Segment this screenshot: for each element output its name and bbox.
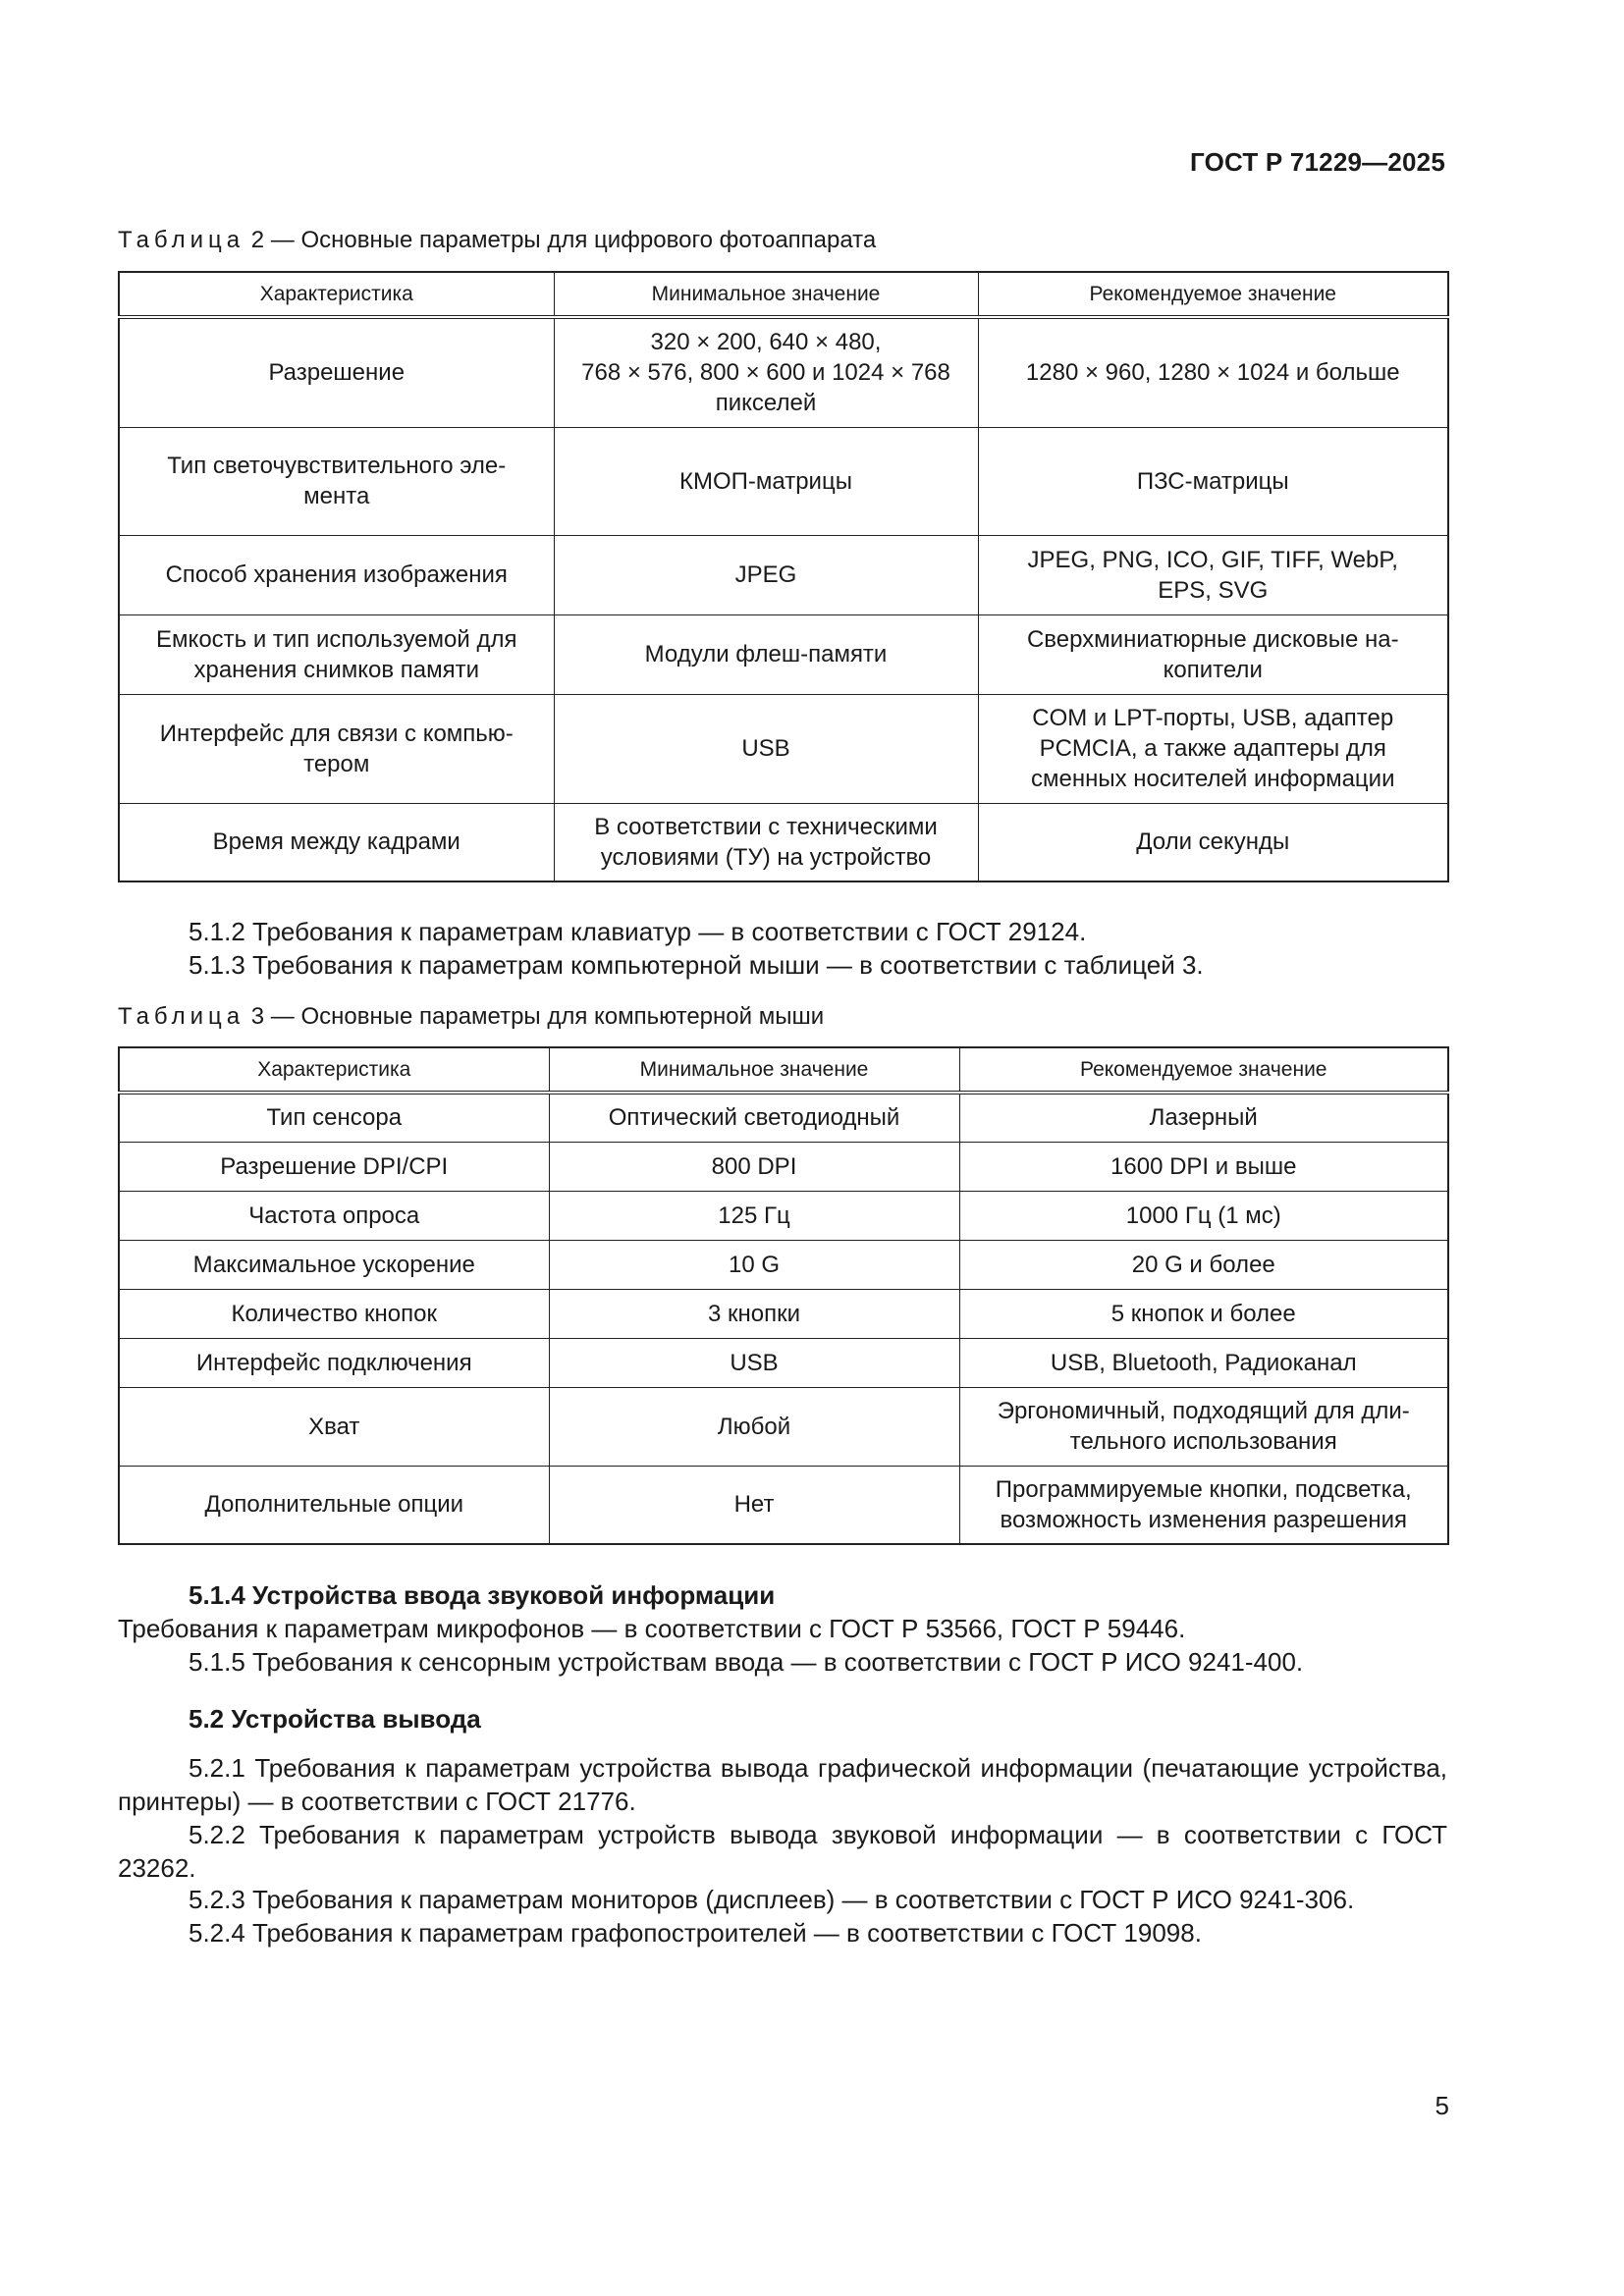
table-cell: 1280 × 960, 1280 × 1024 и больше xyxy=(978,317,1448,427)
table-cell: USB, Bluetooth, Радиоканал xyxy=(959,1338,1448,1387)
table-cell: Максимальное ускорение xyxy=(119,1240,549,1289)
table2-header-row xyxy=(119,272,1448,317)
paragraph-5-1-4: Требования к параметрам микрофонов — в соответствии с ГОСТ Р 53566, ГОСТ Р 59446. xyxy=(118,1614,1186,1643)
table2-header-characteristic: Характеристика xyxy=(119,272,554,317)
table3-header-characteristic: Характеристика xyxy=(119,1047,549,1093)
table-cell: Время между кадрами xyxy=(119,803,554,881)
table-row xyxy=(119,317,1448,427)
table-row xyxy=(119,1191,1448,1240)
table-cell: В соответствии с техническими условиями (ТУ) на устройство xyxy=(554,803,978,881)
table-row xyxy=(119,1466,1448,1544)
table-row xyxy=(119,694,1448,803)
paragraph-5-1-2: 5.1.2 Требования к параметрам клавиатур — в соответствии с ГОСТ 29124. xyxy=(189,917,1087,946)
table-cell: Хват xyxy=(119,1387,549,1466)
table3-caption-text: 3 — Основные параметры для компьютерной мыши xyxy=(244,1003,825,1030)
table2-caption-text: 2 — Основные параметры для цифрового фотоаппарата xyxy=(244,227,877,253)
table-cell: Эргономичный, подходящий для дли- тельного использования xyxy=(959,1387,1448,1466)
table2-caption xyxy=(118,227,876,254)
paragraph-5-1-3: 5.1.3 Требования к параметрам компьютерной мыши — в соответствии с таблицей 3. xyxy=(189,950,1204,980)
standard-code: ГОСТ Р 71229—2025 xyxy=(1190,147,1445,177)
table-cell: Доли секунды xyxy=(978,803,1448,881)
section-5-2-title: 5.2 Устройства вывода xyxy=(189,1704,481,1734)
paragraph-5-2-3: 5.2.3 Требования к параметрам мониторов (дисплеев) — в соответствии с ГОСТ Р ИСО 9241-306. xyxy=(189,1885,1355,1914)
table-cell: 320 × 200, 640 × 480, 768 × 576, 800 × 600 и 1024 × 768 пикселей xyxy=(554,317,978,427)
table-cell: Количество кнопок xyxy=(119,1289,549,1338)
table-cell: USB xyxy=(554,694,978,803)
table-cell: 10 G xyxy=(549,1240,959,1289)
table2-caption-prefix: Таблица xyxy=(118,227,245,253)
table3-header-recommended: Рекомендуемое значение xyxy=(959,1047,1448,1093)
table3-caption xyxy=(118,1003,824,1031)
table-cell: Тип сенсора xyxy=(119,1093,549,1142)
table-cell: Оптический светодиодный xyxy=(549,1093,959,1142)
table-cell: USB xyxy=(549,1338,959,1387)
table2-header-min: Минимальное значение xyxy=(554,272,978,317)
paragraph-5-2-4: 5.2.4 Требования к параметрам графопостроителей — в соответствии с ГОСТ 19098. xyxy=(189,1918,1202,1948)
table-row xyxy=(119,1338,1448,1387)
table-cell: JPEG, PNG, ICO, GIF, TIFF, WebP, EPS, SVG xyxy=(978,535,1448,614)
table3-caption-prefix: Таблица xyxy=(118,1003,245,1030)
table-cell: КМОП-матрицы xyxy=(554,427,978,535)
table-row xyxy=(119,1289,1448,1338)
table3-header-row xyxy=(119,1047,1448,1093)
table-row xyxy=(119,1387,1448,1466)
table-row xyxy=(119,1093,1448,1142)
table-cell: 20 G и более xyxy=(959,1240,1448,1289)
table3 xyxy=(118,1046,1449,1545)
table-cell: 800 DPI xyxy=(549,1142,959,1191)
table-cell: 1600 DPI и выше xyxy=(959,1142,1448,1191)
table2-header-recommended: Рекомендуемое значение xyxy=(978,272,1448,317)
table-cell: Интерфейс подключения xyxy=(119,1338,549,1387)
table-cell: Сверхминиатюрные дисковые на- копители xyxy=(978,614,1448,694)
table-row xyxy=(119,614,1448,694)
table-cell: Лазерный xyxy=(959,1093,1448,1142)
table-row xyxy=(119,427,1448,535)
table-cell: JPEG xyxy=(554,535,978,614)
table-cell: 5 кнопок и более xyxy=(959,1289,1448,1338)
table-row xyxy=(119,1142,1448,1191)
table-cell: ПЗС-матрицы xyxy=(978,427,1448,535)
table2 xyxy=(118,271,1449,882)
table-cell: Интерфейс для связи с компью- тером xyxy=(119,694,554,803)
table-cell: Способ хранения изображения xyxy=(119,535,554,614)
table-cell: Дополнительные опции xyxy=(119,1466,549,1544)
table-cell: COM и LPT-порты, USB, адаптер PCMCIA, а также адаптеры для сменных носителей информации xyxy=(978,694,1448,803)
paragraph-5-2-1: 5.2.1 Требования к параметрам устройства вывода графической информации (печатающие устройства, принтеры) — в соответствии с ГОСТ 21776. xyxy=(118,1753,1447,1816)
section-5-1-4-title: 5.1.4 Устройства ввода звуковой информации xyxy=(189,1580,776,1610)
table-cell: 3 кнопки xyxy=(549,1289,959,1338)
table-cell: Модули флеш-памяти xyxy=(554,614,978,694)
table-cell: Любой xyxy=(549,1387,959,1466)
table-cell: Программируемые кнопки, подсветка, возможность изменения разрешения xyxy=(959,1466,1448,1544)
table-row xyxy=(119,535,1448,614)
table-cell: Разрешение xyxy=(119,317,554,427)
table-row xyxy=(119,803,1448,881)
table-row xyxy=(119,1240,1448,1289)
table-cell: 125 Гц xyxy=(549,1191,959,1240)
table-cell: Нет xyxy=(549,1466,959,1544)
table-cell: Разрешение DPI/CPI xyxy=(119,1142,549,1191)
page-number: 5 xyxy=(1435,2091,1449,2120)
table-cell: 1000 Гц (1 мс) xyxy=(959,1191,1448,1240)
table3-header-min: Минимальное значение xyxy=(549,1047,959,1093)
paragraph-5-1-5: 5.1.5 Требования к сенсорным устройствам ввода — в соответствии с ГОСТ Р ИСО 9241-400. xyxy=(189,1647,1304,1677)
table-cell: Частота опроса xyxy=(119,1191,549,1240)
table-cell: Емкость и тип используемой для хранения снимков памяти xyxy=(119,614,554,694)
paragraph-5-2-2: 5.2.2 Требования к параметрам устройств вывода звуковой информации — в соответствии с ГОСТ 23262. xyxy=(118,1820,1447,1883)
table-cell: Тип светочувствительного эле- мента xyxy=(119,427,554,535)
